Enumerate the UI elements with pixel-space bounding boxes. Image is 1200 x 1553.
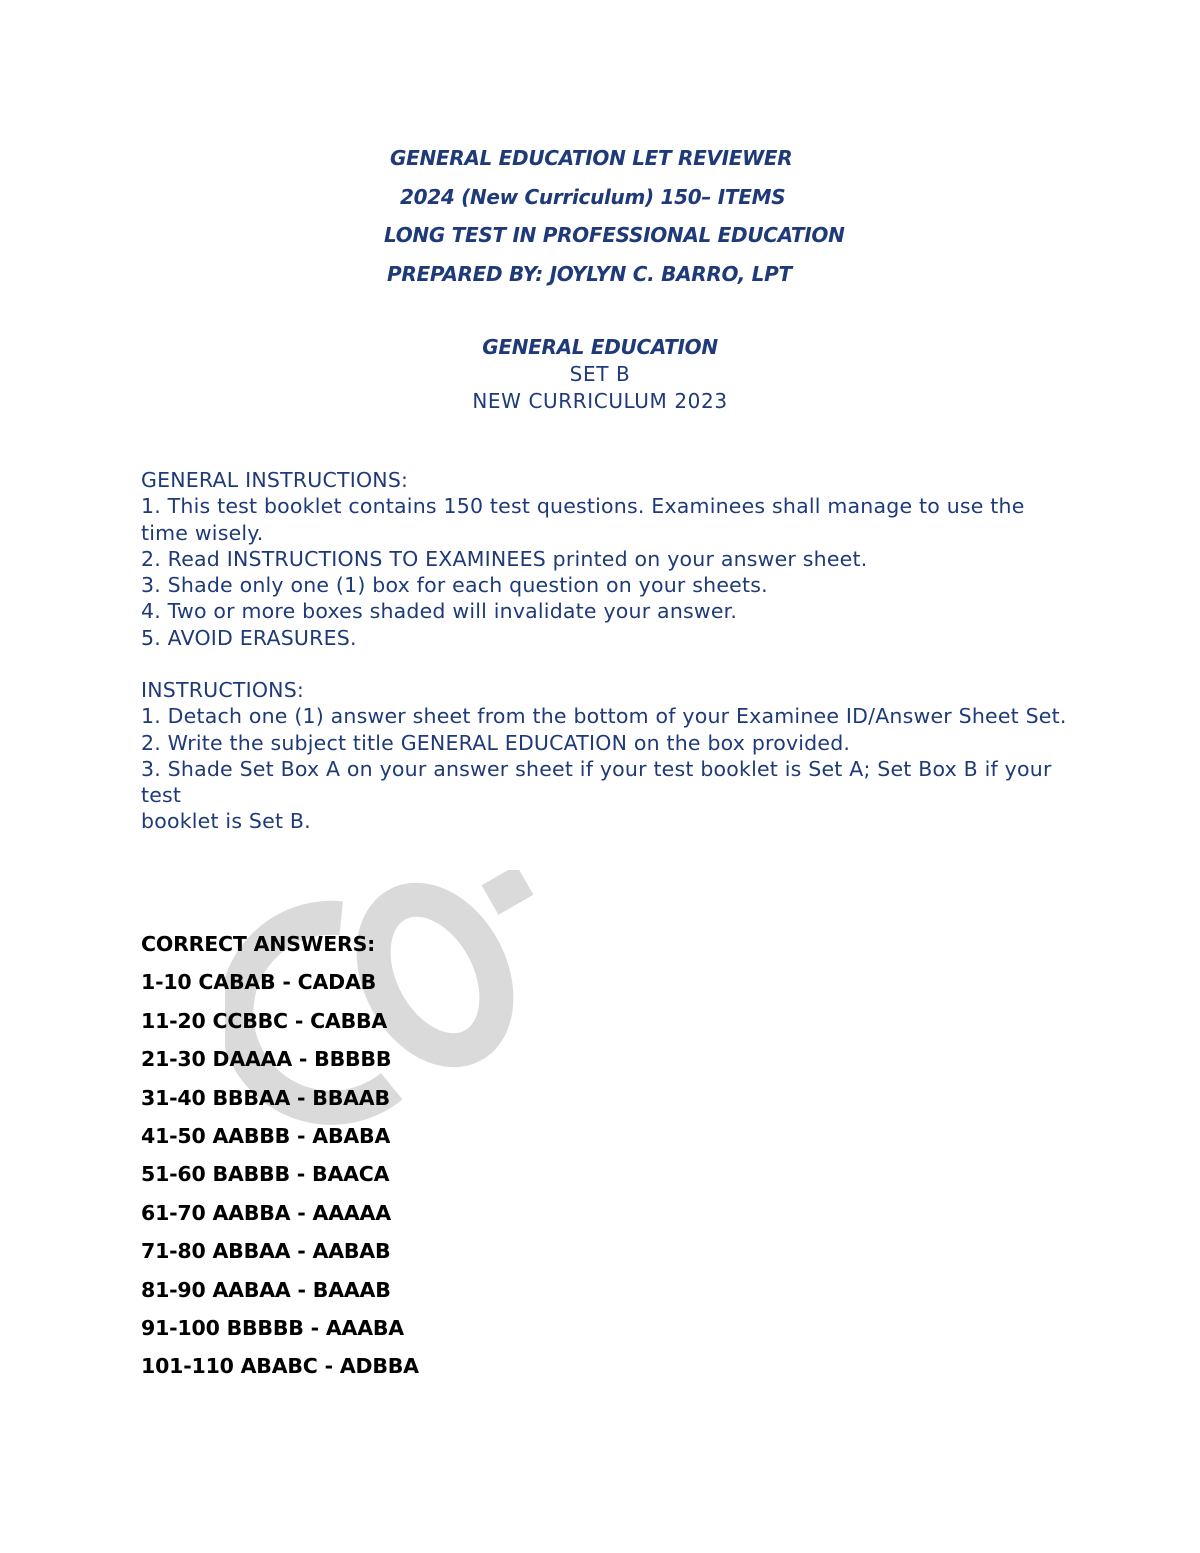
answer-row: 61-70 AABBA - AAAAA bbox=[141, 1200, 391, 1225]
header-line-2: 2024 (New Curriculum) 150– ITEMS bbox=[400, 185, 786, 209]
title-line-1: GENERAL EDUCATION bbox=[482, 335, 718, 359]
general-instruction-item: 1. This test booklet contains 150 test questions. Examinees shall manage to use the time wisely. bbox=[141, 494, 1025, 545]
answer-row: 11-20 CCBBC - CABBA bbox=[141, 1008, 388, 1033]
instructions bbox=[141, 677, 1071, 835]
answer-row: 1-10 CABAB - CADAB bbox=[141, 970, 377, 995]
general-instruction-item: 5. AVOID ERASURES. bbox=[141, 625, 357, 650]
title-line-3: NEW CURRICULUM 2023 bbox=[472, 389, 728, 413]
answer-row: 91-100 BBBBB - AAABA bbox=[141, 1315, 404, 1340]
general-instruction-item: 4. Two or more boxes shaded will invalidate your answer. bbox=[141, 599, 738, 624]
title-block bbox=[0, 334, 1200, 415]
answer-row: 21-30 DAAAA - BBBBB bbox=[141, 1047, 392, 1072]
general-instructions-heading: GENERAL INSTRUCTIONS: bbox=[141, 468, 409, 492]
header-line-3: LONG TEST IN PROFESSIONAL EDUCATION bbox=[384, 223, 845, 247]
instruction-item: 2. Write the subject title GENERAL EDUCATION on the box provided. bbox=[141, 730, 851, 755]
instructions-heading: INSTRUCTIONS: bbox=[141, 678, 305, 702]
instruction-item: booklet is Set B. bbox=[141, 809, 311, 834]
answer-row: 71-80 ABBAA - AABAB bbox=[141, 1239, 391, 1264]
answer-row: 101-110 ABABC - ADBBA bbox=[141, 1354, 419, 1379]
answer-row: 31-40 BBBAA - BBAAB bbox=[141, 1085, 390, 1110]
title-line-2: SET B bbox=[569, 362, 631, 386]
general-instructions bbox=[141, 467, 1071, 651]
header-line-4: PREPARED BY: JOYLYN C. BARRO, LPT bbox=[387, 262, 792, 286]
answer-row: 51-60 BABBB - BAACA bbox=[141, 1162, 390, 1187]
correct-answers bbox=[141, 925, 419, 1386]
answer-row: 41-50 AABBB - ABABA bbox=[141, 1123, 391, 1148]
general-instruction-item: 3. Shade only one (1) box for each question on your sheets. bbox=[141, 573, 768, 598]
header-line-1: GENERAL EDUCATION LET REVIEWER bbox=[390, 146, 793, 170]
answers-heading: CORRECT ANSWERS: bbox=[141, 932, 376, 956]
instruction-item: 3. Shade Set Box A on your answer sheet if your test booklet is Set A; Set Box B if your test bbox=[141, 756, 1052, 808]
answer-row: 81-90 AABAA - BAAAB bbox=[141, 1277, 391, 1302]
general-instruction-item: 2. Read INSTRUCTIONS TO EXAMINEES printed on your answer sheet. bbox=[141, 546, 868, 571]
instruction-item: 1. Detach one (1) answer sheet from the bottom of your Examinee ID/Answer Sheet Set. bbox=[141, 704, 1067, 729]
